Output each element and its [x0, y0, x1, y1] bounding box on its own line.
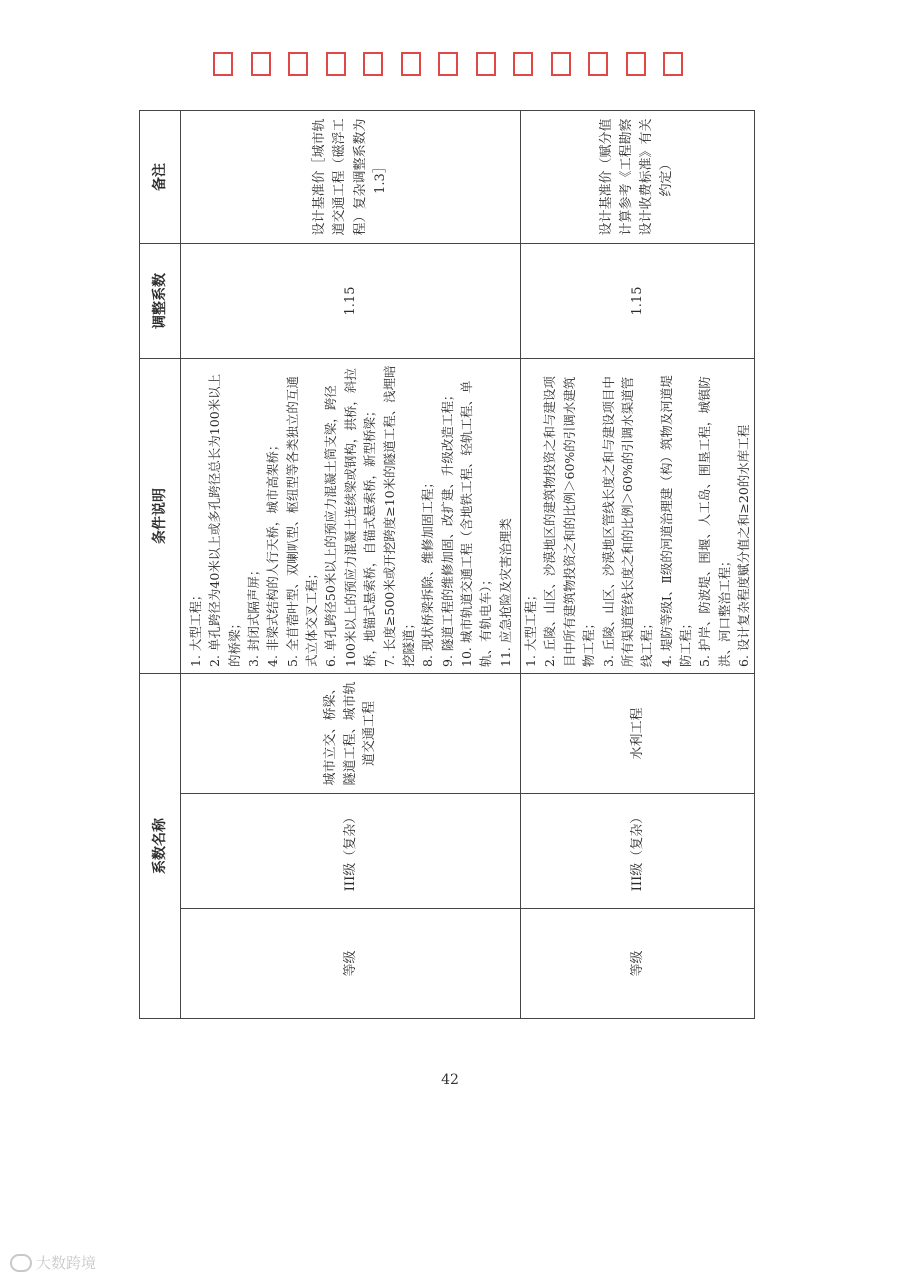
grade-cell: 等级 — [181, 909, 521, 1019]
header-conditions: 条件说明 — [140, 359, 181, 674]
conditions-cell — [181, 359, 521, 674]
stamp-box — [626, 52, 646, 76]
condition-line: 10. 城市轨道交通工程（含地铁工程、轻轨工程、单轨、有轨电车）； — [459, 380, 494, 667]
condition-line: 6. 设计复杂程度赋分值之和≥20的水库工程 — [736, 424, 752, 667]
stamp-box — [401, 52, 421, 76]
rotated-table-page — [139, 111, 752, 1019]
category-cell: 城市立交、桥梁、隧道工程、城市轨道交通工程 — [181, 674, 521, 794]
condition-line: 5. 护岸、防波堤、围堰、人工岛、围垦工程，城镇防洪、河口整治工程； — [697, 376, 732, 667]
header-adjust: 调整系数 — [140, 244, 181, 359]
stamp-box — [438, 52, 458, 76]
stamp-box — [513, 52, 533, 76]
condition-line: 11. 应急抢险及灾害治理类 — [497, 518, 513, 667]
stamp-box — [326, 52, 346, 76]
condition-line: 1. 大型工程； — [523, 588, 538, 667]
watermark — [10, 1252, 96, 1273]
condition-line: 3. 丘陵、山区、沙漠地区管线长度之和与建设项目中所有渠道管线长度之和的比例＞60%的引调水渠道管线工程； — [600, 376, 655, 667]
stamp-box — [213, 52, 233, 76]
condition-line: 2. 单孔跨径为40米以上或多孔跨径总长为100米以上的桥梁； — [207, 373, 242, 667]
condition-line: 3. 封闭式隔声屏； — [245, 563, 261, 667]
condition-line: 4. 非梁式结构的人行天桥，城市高架桥； — [265, 438, 281, 667]
stamp-box — [551, 52, 571, 76]
condition-line: 6. 单孔跨径50米以上的预应力混凝土简支梁，跨径100米以上的预应力混凝土连续梁或钢构，拱桥，斜拉桥，地锚式悬索桥，自锚式悬索桥，新型桥梁； — [323, 368, 378, 667]
remarks-cell: 设计基准价（赋分值计算参考《工程勘察设计收费标准》有关约定） — [521, 111, 755, 244]
condition-line: 1. 大型工程； — [187, 588, 203, 667]
header-remarks: 备注 — [140, 111, 181, 244]
header-coef-name: 系数名称 — [140, 674, 181, 1019]
stamp-box — [476, 52, 496, 76]
red-stamp-boxes — [213, 52, 683, 82]
condition-line: 7. 长度≥500米或开挖跨度≥10米的隧道工程、浅埋暗挖隧道； — [381, 365, 416, 667]
level-cell: III级（复杂） — [181, 794, 521, 909]
page-number: 42 — [441, 1072, 459, 1088]
adjust-cell: 1.15 — [181, 244, 521, 359]
grade-cell: 等级 — [521, 909, 755, 1019]
watermark-logo-icon — [10, 1254, 32, 1272]
condition-line: 5. 全苜蓿叶型、双喇叭型、枢纽型等各类独立的互通式立体交叉工程； — [284, 376, 320, 667]
table-row — [181, 111, 521, 1019]
category-cell: 水利工程 — [521, 674, 755, 794]
stamp-box — [588, 52, 608, 76]
watermark-text: 大数跨境 — [36, 1254, 97, 1272]
conditions-cell — [521, 359, 755, 674]
condition-line: 8. 现状桥梁拆除、维修加固工程； — [420, 476, 436, 667]
adjust-cell: 1.15 — [521, 244, 755, 359]
condition-line: 4. 堤防等级Ⅰ、Ⅱ级的河道治理建（构）筑物及河道堤防工程； — [658, 375, 693, 667]
level-cell: III级（复杂） — [521, 794, 755, 909]
table-row — [521, 111, 755, 1019]
remarks-cell: 设计基准价［城市轨道交通工程（磁浮工程）复杂调整系数为1.3］ — [181, 111, 521, 244]
condition-line: 2. 丘陵、山区、沙漠地区的建筑物投资之和与建设项目中所有建筑物投资之和的比例＞60%的引调水建筑物工程； — [542, 376, 597, 667]
stamp-box — [363, 52, 383, 76]
table-header-row — [140, 111, 181, 1019]
stamp-box — [663, 52, 683, 76]
condition-line: 9. 隧道工程的维修加固、改扩建、升级改造工程； — [439, 388, 455, 667]
stamp-box — [251, 52, 271, 76]
coefficient-table — [139, 110, 755, 1019]
stamp-box — [288, 52, 308, 76]
